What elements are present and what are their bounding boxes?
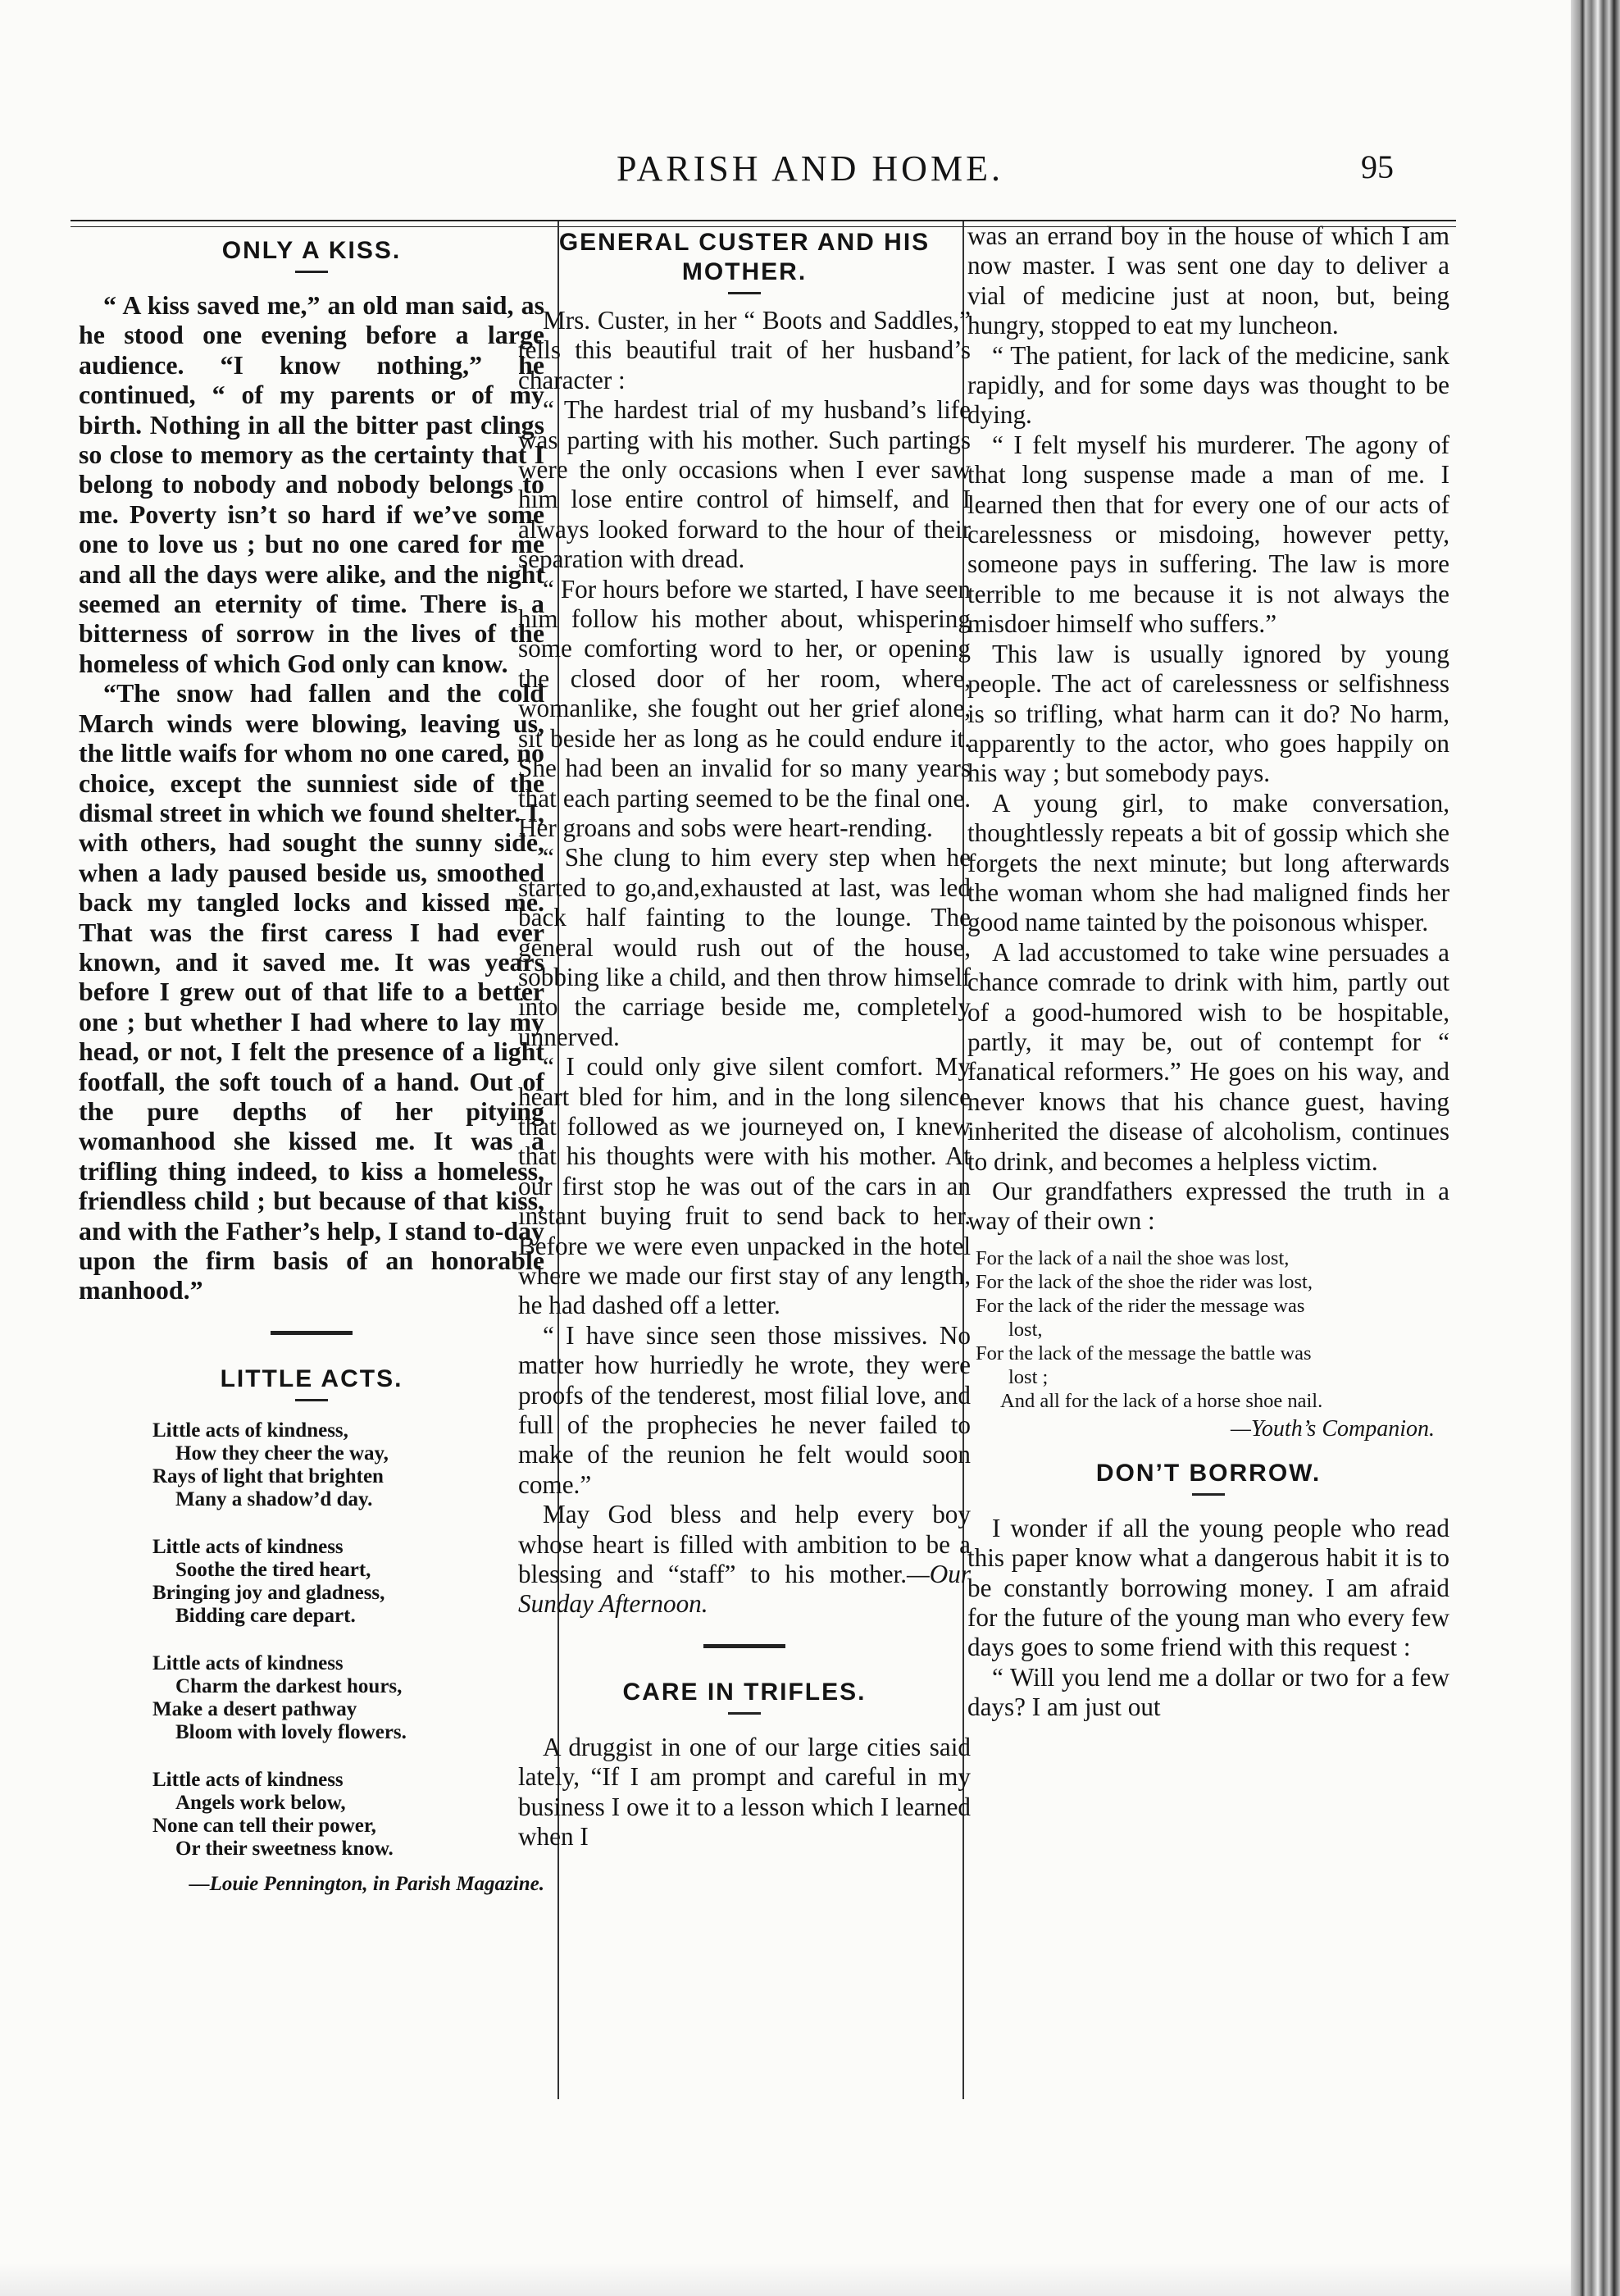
poem-line: Bloom with lovely flowers.	[175, 1720, 407, 1743]
verse-attribution: —Youth’s Companion.	[1231, 1415, 1435, 1442]
poem-line: Rays of light that brighten	[152, 1465, 384, 1487]
article-title-only-a-kiss: ONLY A KISS.	[221, 237, 402, 264]
poem-line: Angels work below,	[175, 1791, 346, 1814]
poem-stanza	[152, 1419, 544, 1511]
paragraph: “ I have since seen those missives. No matter how hurriedly he wrote, they were proofs of the tenderest, most filial love, and full of the prophecies he never failed to make of the reunion he felt would soon come.”	[518, 1320, 971, 1499]
paragraph: “ For hours before we started, I have seen him follow his mother about, whispering some comforting word to her, or opening the closed door of her room, where, womanlike, she fought out her grief alone, sit beside her as long as he could endure it. She had been an invalid for so many years that each parting seemed to be the final one. Her groans and sobs were heart-rending.	[518, 574, 971, 842]
running-header	[0, 148, 1620, 197]
title-dash	[728, 1712, 761, 1715]
poem-title-little-acts: LITTLE ACTS.	[220, 1364, 403, 1392]
page-number: 95	[1361, 148, 1394, 185]
column-3	[967, 221, 1449, 1723]
section-separator	[703, 1644, 785, 1648]
book-page-edge	[1571, 0, 1620, 2296]
paragraph: “ A kiss saved me,” an old man said, as he stood one evening before a large audience. “I know nothing,” he continued, “ of my parents or of my birth. Nothing in all the bitter past clings so close to memory as the certainty that I belong to nobody and nobody belongs to me. Poverty isn’t so hard if we’ve some one to love us ; but no one cared for me and all the days were alike, and the night seemed an eternity of time. There is a bitterness of sorrow in the lives of the homeless of which God only can know.	[79, 291, 544, 678]
running-title: PARISH AND HOME.	[617, 148, 1003, 189]
paragraph: This law is usually ignored by young people. The act of carelessness or selfishness is so trifling, what harm can it do? No harm, apparently to the actor, who goes happily on his way ; but somebody pays.	[967, 639, 1449, 788]
verse-line: lost,	[1008, 1318, 1043, 1341]
paragraph: Mrs. Custer, in her “ Boots and Saddles,” tells this beautiful trait of her husband’s character :	[518, 306, 971, 394]
poem-line: Or their sweetness know.	[175, 1837, 394, 1860]
verse-line: And all for the lack of a horse shoe nail.	[1000, 1389, 1323, 1412]
poem-line: Little acts of kindness	[152, 1535, 344, 1558]
paragraph: Our grandfathers expressed the truth in a way of their own :	[967, 1177, 1449, 1236]
verse-line: For the lack of the shoe the rider was lost,	[976, 1270, 1313, 1293]
closing-attribution: —Our Sunday Afternoon.	[518, 1560, 971, 1619]
paragraph: “ The hardest trial of my husband’s life was parting with his mother. Such partings were the only occasions when I ever saw him lose entire control of himself, and I always looked forward to the hour of their separation with dread.	[518, 395, 971, 574]
closing-text: May God bless and help every boy whose heart is filled with ambition to be a blessing and “staff” to his mother.	[518, 1500, 971, 1589]
section-separator	[271, 1331, 353, 1335]
poem-line: Make a desert pathway	[152, 1697, 357, 1720]
paragraph: “ Will you lend me a dollar or two for a few days? I am just out	[967, 1662, 1449, 1722]
verse-line: lost ;	[1008, 1365, 1049, 1388]
paragraph: “ The patient, for lack of the medicine, sank rapidly, and for some days was thought to be dying.	[967, 340, 1449, 430]
paragraph: A young girl, to make conversation, thoughtlessly repeats a bit of gossip which she forgets the next minute; but long afterwards the woman whom she had maligned finds her good name tainted by the poisonous whisper.	[967, 788, 1449, 937]
poem-stanza	[152, 1652, 544, 1744]
column-1	[79, 221, 544, 1897]
paragraph: A lad accustomed to take wine persuades a chance comrade to drink with him, partly out of a good-humored wish to be hospitable, partly, it may be, out of contempt for “ fanatical reformers.” He goes on his way, and never knows that his chance guest, having inherited the disease of alcoholism, continues to drink, and becomes a helpless victim.	[967, 937, 1449, 1176]
paragraph: I wonder if all the young people who read this paper know what a dangerous habit it is to be constantly borrowing money. I am afraid for the future of the young man who every few days goes to some friend with this request :	[967, 1513, 1449, 1662]
verse-line: For the lack of the message the battle was	[976, 1342, 1312, 1364]
title-dash	[728, 292, 761, 294]
poem-stanza	[152, 1536, 544, 1628]
paragraph: “ She clung to him every step when he started to go,and,exhausted at last, was led back half fainting to the lounge. The general would rush out of the house, sobbing like a child, and then throw himself into the carriage beside me, completely unnerved.	[518, 843, 971, 1051]
poem-line: Bringing joy and gladness,	[152, 1581, 385, 1604]
paragraph: A druggist in one of our large cities said lately, “If I am prompt and careful in my business I owe it to a lesson which I learned when I	[518, 1732, 971, 1852]
verse-line: For the lack of a nail the shoe was lost,	[976, 1246, 1290, 1269]
paragraph: “ I could only give silent comfort. My heart bled for him, and in the long silence that followed as we journeyed on, I knew that his thoughts were with his mother. At our first stop he was out of the cars in an instant buying fruit to send back to her. Before we were even unpacked in the hotel where we made our first stay of any length, he had dashed off a letter.	[518, 1052, 971, 1320]
title-dash	[295, 271, 328, 273]
article-title-general-custer: GENERAL CUSTER AND HIS MOTHER.	[558, 229, 931, 285]
article-title-dont-borrow: DON’T BORROW.	[1095, 1459, 1322, 1487]
poem-line: Little acts of kindness,	[152, 1419, 348, 1442]
title-dash	[1192, 1493, 1225, 1496]
page-bottom-shade	[0, 2263, 1571, 2296]
title-dash	[295, 1399, 328, 1401]
poem-line: Little acts of kindness	[152, 1768, 344, 1791]
paragraph: “ I felt myself his murderer. The agony of that long suspense made a man of me. I learned then that for every one of our acts of carelessness or misdoing, however petty, someone pays in suffering. The law is more terrible to me because it is not always the misdoer himself who suffers.”	[967, 430, 1449, 639]
column-2	[518, 221, 971, 1852]
verse-line: For the lack of the rider the message was	[976, 1294, 1305, 1317]
poem-line: None can tell their power,	[152, 1814, 376, 1837]
paragraph	[518, 1500, 971, 1620]
poem-line: Soothe the tired heart,	[175, 1558, 371, 1581]
paragraph: was an errand boy in the house of which I am now master. I was sent one day to deliver a vial of medicine just at noon, but, being hungry, stopped to eat my luncheon.	[967, 221, 1449, 340]
paragraph: “The snow had fallen and the cold March winds were blowing, leaving us, the little waifs for whom no one cared, no choice, except the sunniest side of the dismal street in which we found shelter. I, with others, had sought the sunny side, when a lady paused beside us, smoothed back my tangled locks and kissed me. That was the first caress I had ever known, and it saved me. It was years before I grew out of that life to a better one ; but whether I had where to lay my head, or not, I felt the presence of a light footfall, the soft touch of a hand. Out of the pure depths of her pitying womanhood she kissed me. It was a trifling thing indeed, to kiss a homeless, friendless child ; but because of that kiss, and with the Father’s help, I stand to-day upon the firm basis of an honorable manhood.”	[79, 679, 544, 1305]
poem-stanza	[152, 1769, 544, 1861]
poem	[152, 1419, 544, 1861]
verse	[976, 1246, 1449, 1413]
poem-line: Many a shadow’d day.	[175, 1487, 373, 1510]
poem-line: Little acts of kindness	[152, 1651, 344, 1674]
poem-line: How they cheer the way,	[175, 1442, 389, 1465]
article-title-care-in-trifles: CARE IN TRIFLES.	[622, 1678, 867, 1706]
poem-line: Charm the darkest hours,	[175, 1674, 403, 1697]
poem-attribution: —Louie Pennington, in Parish Magazine.	[189, 1872, 544, 1895]
poem-line: Bidding care depart.	[175, 1604, 356, 1627]
